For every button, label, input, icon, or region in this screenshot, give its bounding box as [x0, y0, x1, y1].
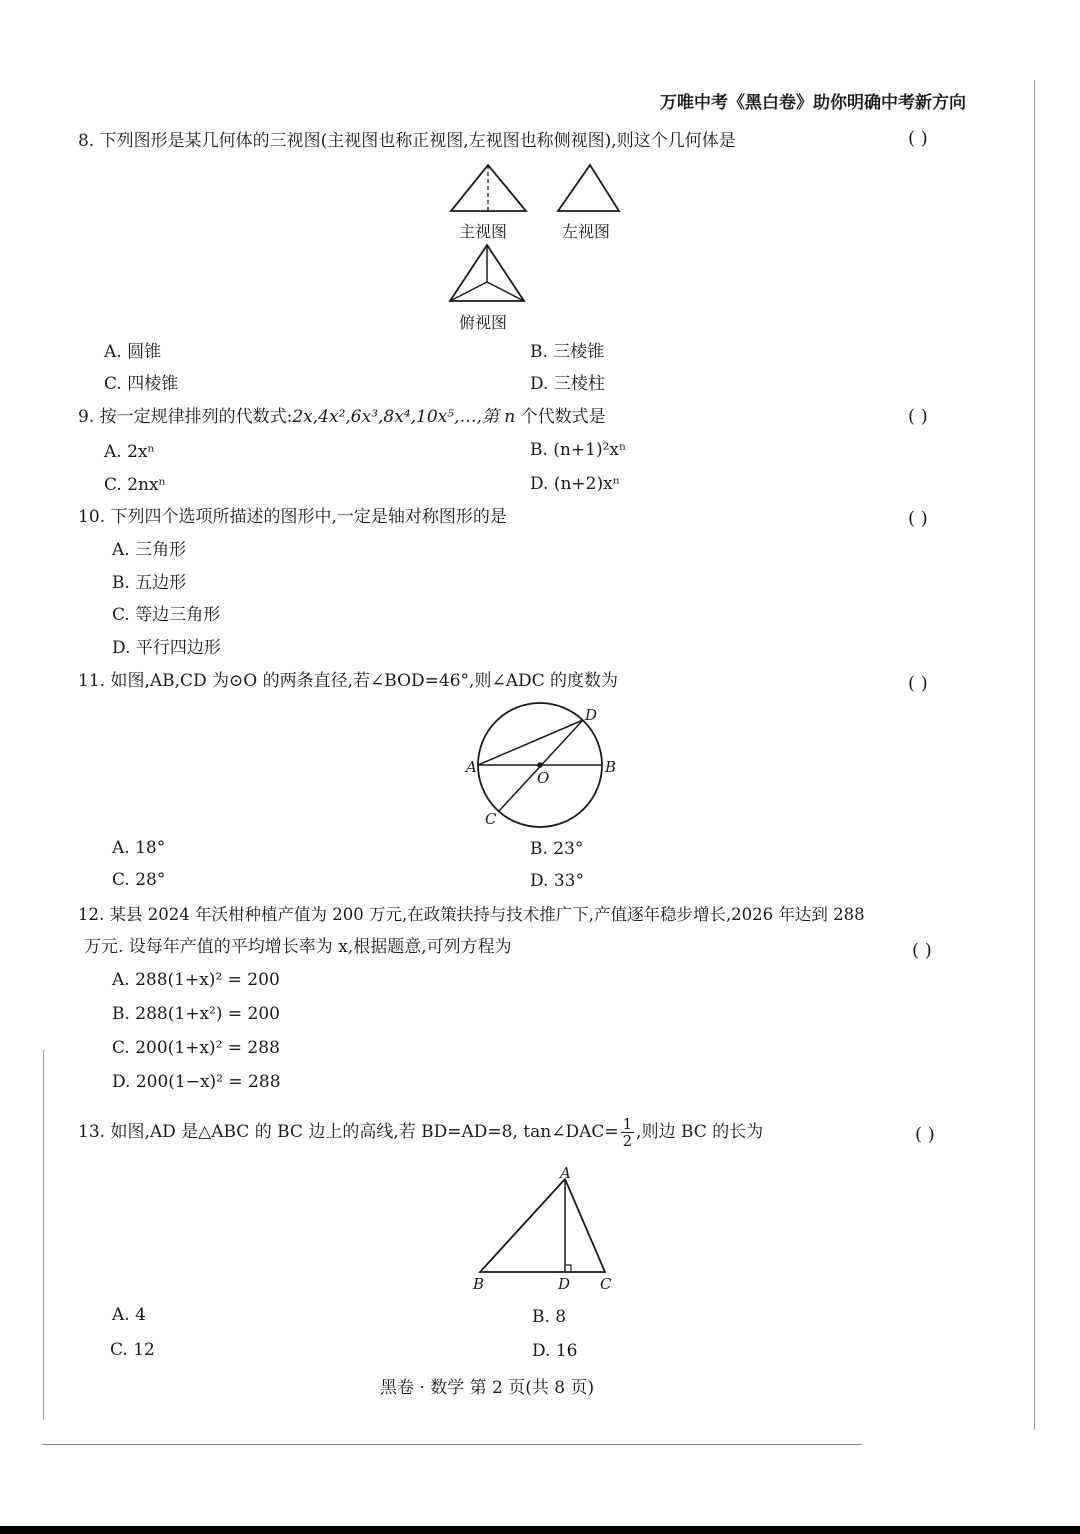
q10-option-c[interactable]: C. 等边三角形: [112, 605, 221, 625]
q10-option-d[interactable]: D. 平行四边形: [112, 638, 221, 658]
point-o-label: O: [537, 769, 550, 787]
q8-option-d[interactable]: D. 三棱柱: [530, 374, 605, 394]
point-c-label: C: [600, 1275, 612, 1293]
bottom-black-bar: [0, 1526, 1080, 1534]
point-b-label: B: [473, 1275, 485, 1293]
q12-stem-line2: 万元. 设每年产值的平均增长率为 x,根据题意,可列方程为: [84, 937, 512, 957]
q9-option-a[interactable]: A. 2xⁿ: [104, 442, 155, 462]
q8-option-c[interactable]: C. 四棱锥: [104, 374, 179, 394]
q11-option-b[interactable]: B. 23°: [530, 839, 584, 859]
q10-option-a[interactable]: A. 三角形: [112, 540, 187, 560]
q9-answer-paren: ( ): [908, 406, 928, 427]
q10-option-b[interactable]: B. 五边形: [112, 573, 187, 593]
q11-option-d[interactable]: D. 33°: [530, 871, 584, 891]
q13-option-a[interactable]: A. 4: [112, 1305, 146, 1325]
q13-stem-pre: 13. 如图,AD 是△ABC 的 BC 边上的高线,若 BD=AD=8, tan∠DAC=: [78, 1122, 619, 1142]
q13-fraction-numerator: 1: [622, 1115, 633, 1133]
left-view-triangle: [558, 165, 619, 211]
q13-option-c[interactable]: C. 12: [110, 1340, 155, 1360]
q13-stem-post: ,则边 BC 的长为: [636, 1122, 764, 1142]
left-view-label: 左视图: [562, 222, 611, 241]
point-a-label: A: [560, 1165, 571, 1182]
top-view-label: 俯视图: [459, 313, 508, 332]
point-c-label: C: [485, 810, 497, 828]
q8-stem: 8. 下列图形是某几何体的三视图(主视图也称正视图,左视图也称侧视图),则这个几何体是: [78, 131, 736, 151]
q11-stem: 11. 如图,AB,CD 为⊙O 的两条直径,若∠BOD=46°,则∠ADC 的度数为: [78, 671, 619, 691]
left-margin-line: [43, 1050, 44, 1420]
center-point: [537, 762, 543, 768]
page-footer: 黑卷 · 数学 第 2 页(共 8 页): [380, 1378, 595, 1398]
q13-answer-paren: ( ): [915, 1124, 935, 1145]
q9-stem-n: n: [504, 407, 516, 427]
q9-stem-prefix: 9. 按一定规律排列的代数式:: [78, 407, 293, 427]
q9-stem-suffix: 个代数式是: [520, 407, 606, 427]
q11-option-a[interactable]: A. 18°: [112, 838, 166, 858]
q11-circle-figure: [455, 700, 630, 830]
q10-stem: 10. 下列四个选项所描述的图形中,一定是轴对称图形的是: [78, 507, 507, 527]
q13-option-d[interactable]: D. 16: [532, 1341, 578, 1361]
page-header: 万唯中考《黑白卷》助你明确中考新方向: [660, 93, 966, 113]
q13-fraction-denominator: 2: [622, 1132, 633, 1150]
q8-option-b[interactable]: B. 三棱锥: [530, 342, 605, 362]
q8-option-a[interactable]: A. 圆锥: [104, 342, 162, 362]
q13-triangle-figure: [465, 1165, 625, 1295]
point-a-label: A: [466, 758, 477, 776]
q11-option-c[interactable]: C. 28°: [112, 870, 166, 890]
q9-option-b[interactable]: B. (n+1)²xⁿ: [530, 440, 627, 460]
q13-fraction: [621, 1116, 635, 1149]
top-view-triangle: [450, 245, 524, 301]
right-margin-line: [1034, 80, 1035, 1430]
q11-answer-paren: ( ): [908, 673, 928, 694]
front-view-label: 主视图: [459, 222, 508, 241]
q13-stem: [78, 1110, 763, 1154]
triangle-abc: [480, 1179, 605, 1272]
bottom-rule: [42, 1444, 862, 1445]
q9-stem-sequence: 2x,4x²,6x³,8x⁴,10x⁵,…,第: [292, 407, 499, 427]
right-angle-mark: [565, 1265, 571, 1272]
q12-option-b[interactable]: B. 288(1+x²) = 200: [112, 1004, 280, 1024]
point-d-label: D: [558, 1275, 571, 1293]
q8-answer-paren: ( ): [908, 128, 928, 149]
segment-ad: [478, 720, 583, 765]
q9-option-c[interactable]: C. 2nxⁿ: [104, 475, 166, 495]
q12-option-c[interactable]: C. 200(1+x)² = 288: [112, 1038, 280, 1058]
q9-option-d[interactable]: D. (n+2)xⁿ: [530, 474, 621, 494]
q12-option-a[interactable]: A. 288(1+x)² = 200: [112, 970, 280, 990]
q12-stem-line1: 12. 某县 2024 年沃柑种植产值为 200 万元,在政策扶持与技术推广下,产值逐年稳步增长,2026 年达到 288: [78, 905, 865, 924]
point-b-label: B: [605, 758, 617, 776]
point-d-label: D: [585, 706, 598, 724]
q12-answer-paren: ( ): [912, 940, 932, 961]
q12-option-d[interactable]: D. 200(1−x)² = 288: [112, 1072, 281, 1092]
q10-answer-paren: ( ): [908, 508, 928, 529]
q9-stem: [78, 406, 606, 428]
q13-option-b[interactable]: B. 8: [532, 1307, 567, 1327]
front-view-triangle: [451, 165, 526, 211]
